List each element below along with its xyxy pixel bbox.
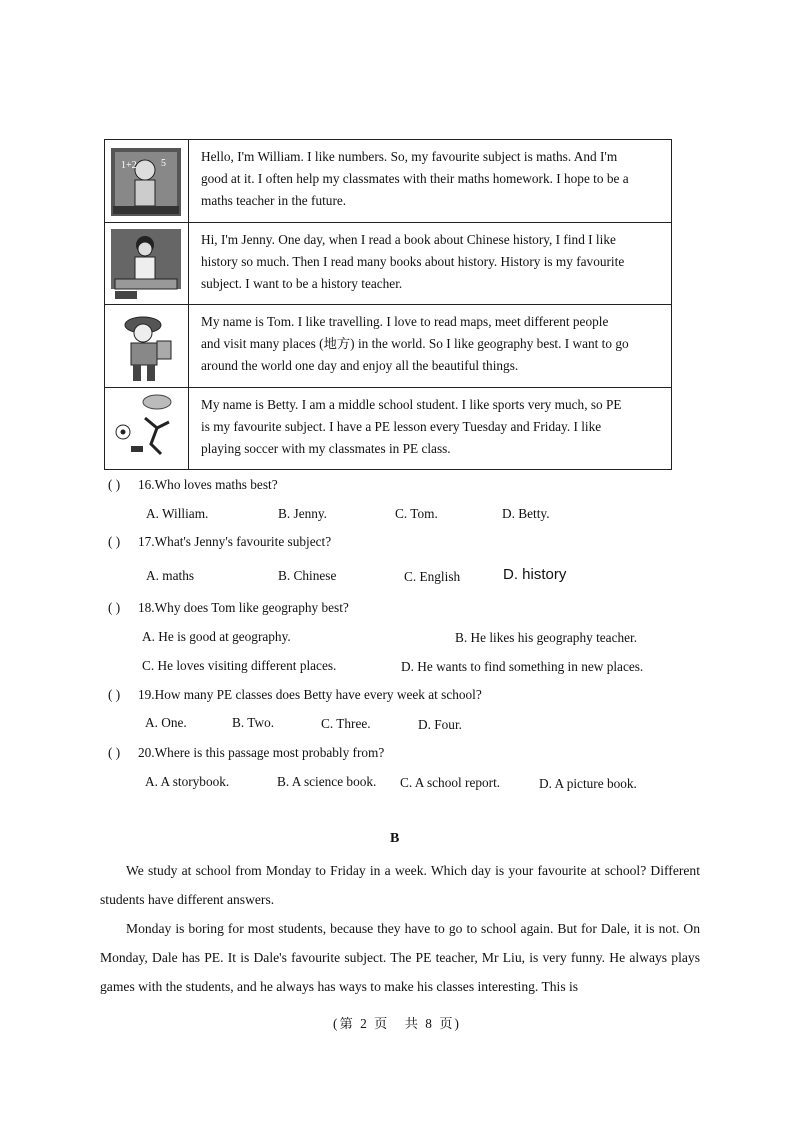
option-c: C. Tom.	[395, 506, 438, 521]
question-stem: 18.Why does Tom like geography best?	[138, 600, 349, 615]
option-b: B. A science book.	[277, 774, 377, 789]
passage-paragraph: Monday is boring for most students, because they have to go to school again. But for Dale, it is not. On Monday, Dale has PE. It is Dale's favourite subject. The PE teacher, Mr Liu, is very funny. He always plays games with the students, and he always has ways to make his classes interesting. This is	[100, 921, 700, 994]
question-stem: 20.Where is this passage most probably from?	[138, 745, 385, 760]
table-row	[105, 388, 671, 469]
option-b: B. He likes his geography teacher.	[455, 630, 638, 645]
option-c: C. A school report.	[400, 775, 501, 790]
reading-table	[104, 139, 672, 470]
row-text-william: Hello, I'm William. I like numbers. So, my favourite subject is maths. And I'm good at it. I often help my classmates with their maths homework. I hope to be a maths teacher in the future.	[201, 149, 629, 208]
option-a: A. maths	[146, 568, 195, 583]
option-c: C. English	[404, 569, 461, 584]
svg-text:5: 5	[161, 158, 166, 169]
question-16	[108, 476, 278, 494]
option-d: D. history	[503, 566, 567, 583]
question-17	[108, 533, 331, 551]
table-row	[105, 140, 671, 223]
answer-blank[interactable]: ( )	[108, 534, 121, 549]
question-stem: 17.What's Jenny's favourite subject?	[138, 534, 332, 549]
question-stem: 16.Who loves maths best?	[138, 477, 278, 492]
option-b: B. Two.	[232, 715, 275, 730]
answer-blank[interactable]: ( )	[108, 745, 121, 760]
question-20	[108, 744, 384, 762]
tom-picture	[105, 305, 189, 387]
betty-picture	[105, 388, 189, 469]
table-row	[105, 305, 671, 388]
option-a: A. A storybook.	[145, 774, 230, 789]
question-18	[108, 599, 349, 617]
option-a: A. William.	[146, 506, 209, 521]
row-text-betty: My name is Betty. I am a middle school student. I like sports very much, so PE is my favourite subject. I have a PE lesson every Tuesday and Friday. I like playing soccer with my classmates in PE class.	[201, 397, 622, 456]
option-d: D. Betty.	[502, 506, 550, 521]
answer-blank[interactable]: ( )	[108, 600, 121, 615]
william-picture	[105, 140, 189, 222]
option-d: D. He wants to find something in new places.	[401, 659, 644, 674]
question-19	[108, 686, 482, 704]
question-stem: 19.How many PE classes does Betty have every week at school?	[138, 687, 482, 702]
option-b: B. Chinese	[278, 568, 337, 583]
answer-blank[interactable]: ( )	[108, 477, 121, 492]
option-c: C. Three.	[321, 716, 371, 731]
table-row	[105, 223, 671, 305]
answer-blank[interactable]: ( )	[108, 687, 121, 702]
jenny-picture	[105, 223, 189, 304]
option-a: A. He is good at geography.	[142, 629, 291, 644]
section-heading: B	[390, 831, 400, 846]
row-text-jenny: Hi, I'm Jenny. One day, when I read a book about Chinese history, I find I like history so much. Then I read many books about history. History is my favourite subject. I want to be a history teacher.	[201, 232, 625, 291]
option-b: B. Jenny.	[278, 506, 327, 521]
option-d: D. Four.	[418, 717, 462, 732]
row-text-tom: My name is Tom. I like travelling. I love to read maps, meet different people and visit many places (地方) in the world. So I like geography best. I want to go around the world one day and enjoy all the beautiful things.	[201, 314, 629, 373]
page-footer: (第 2 页 共 8 页)	[333, 1016, 461, 1031]
passage-paragraph: We study at school from Monday to Friday in a week. Which day is your favourite at school? Different students have different answers.	[100, 863, 700, 907]
option-d: D. A picture book.	[539, 776, 637, 791]
option-c: C. He loves visiting different places.	[142, 658, 337, 673]
option-a: A. One.	[145, 715, 187, 730]
svg-text:1+2: 1+2	[121, 160, 137, 171]
